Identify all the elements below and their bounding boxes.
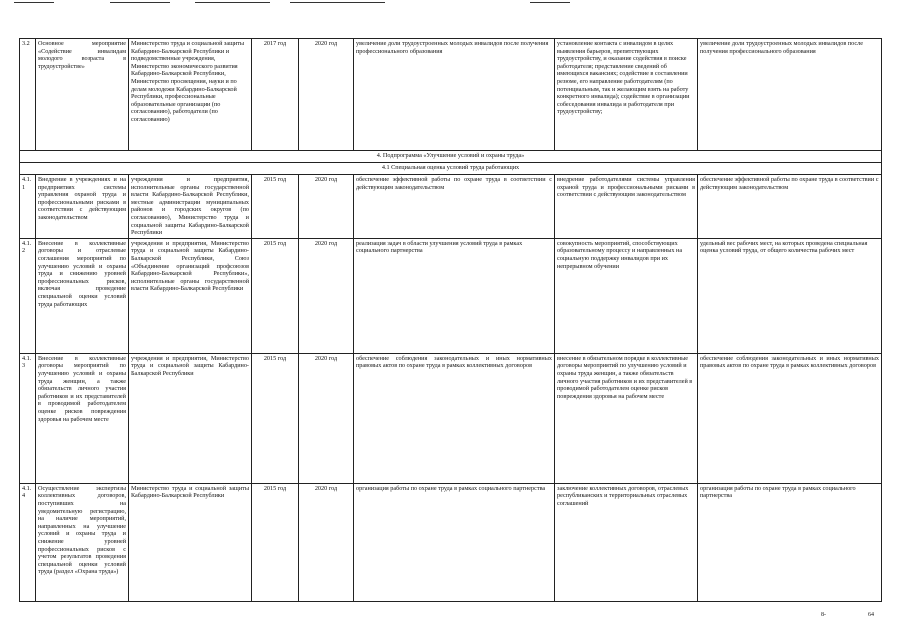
result-cell: реализация задач в области улучшения условий труда в рамках социального партнерства xyxy=(354,238,555,353)
table-row xyxy=(20,175,882,239)
content-cell: внедрение работодателями системы управления охраной труда и профессиональными рисками в соответствии с действующим законодательством xyxy=(555,175,698,239)
indicator-cell: организация работы по охране труда в рамках социального партнерства xyxy=(698,483,882,601)
end-year-cell: 2020 год xyxy=(299,238,354,353)
subsection-row xyxy=(20,163,882,175)
result-cell: увеличение доли трудоустроенных молодых инвалидов после получения профессионального образования xyxy=(354,39,555,151)
end-year-cell: 2020 год xyxy=(299,483,354,601)
content-cell: внесение в обязательном порядке в коллективные договоры мероприятий по улучшению условий и охраны труда женщин, а также обязательств личного участия работников и их представителей в проводимой работодателем оценке рисков повреждения здоровья на рабочем месте xyxy=(555,353,698,483)
indicator-cell: обеспечение эффективной работы по охране труда в соответствии с действующим законодательством xyxy=(698,175,882,239)
content-cell: заключение коллективных договоров, отраслевых республиканских и территориальных отраслевых соглашений xyxy=(555,483,698,601)
measure-cell: Внесение в коллективные договоры мероприятий по улучшению условий и охраны труда женщин, а также обязательств личного участия работников и их представителей в проводимой работодателем оценке рисков повреждения здоровья на рабочем месте xyxy=(36,353,129,483)
result-cell: обеспечение эффективной работы по охране труда в соответствии с действующим законодательством xyxy=(354,175,555,239)
row-number: 4.1.2 xyxy=(20,238,36,353)
subprogram-title: 4. Подпрограмма «Улучшение условий и охраны труда» xyxy=(20,151,882,163)
program-table xyxy=(19,38,882,602)
row-number: 4.1.4 xyxy=(20,483,36,601)
row-number: 4.1.1 xyxy=(20,175,36,239)
indicator-cell: увеличение доли трудоустроенных молодых инвалидов после получения профессионального образования xyxy=(698,39,882,151)
executor-cell: Министерство труда и социальной защиты Кабардино-Балкарской Республики xyxy=(129,483,252,601)
subprogram-row xyxy=(20,151,882,163)
executor-cell: учреждения и предприятия, исполнительные органы государственной власти Кабардино-Балкарской Республики, местные администрации муниципальных районов и городских округов (по согласованию), Министерство труда и социальной защиты Кабардино-Балкарской Республики xyxy=(129,175,252,239)
start-year-cell: 2015 год xyxy=(252,238,299,353)
row-number: 4.1.3 xyxy=(20,353,36,483)
executor-cell: Министерство труда и социальной защиты Кабардино-Балкарской Республики и подведомственные учреждения, Министерство экономического развития Кабардино-Балкарской Республики, Министерство просвещения, науки и по делам молодежи Кабардино-Балкарской Республики, профессиональные образовательные организации (по согласованию), работодатели (по согласованию) xyxy=(129,39,252,151)
table-row xyxy=(20,353,882,483)
end-year-cell: 2020 год xyxy=(299,353,354,483)
measure-cell: Внесение в коллективные договоры и отраслевые соглашения мероприятий по улучшению условий и охраны труда и снижению уровней профессиональных рисков, включая проведение специальной оценки условий труда работающих xyxy=(36,238,129,353)
content-cell: совокупность мероприятий, способствующих образовательному процессу и направленных на социальную поддержку инвалидов при их непрерывном обучении xyxy=(555,238,698,353)
measure-cell: Осуществление экспертизы коллективных договоров, поступивших на уведомительную регистрацию, на наличие мероприятий, направленных на улучшение условий и охраны труда и снижение уровней профессиональных рисков с учетом результатов проведения специальной оценки условий труда (раздел «Охрана труда») xyxy=(36,483,129,601)
indicator-cell: обеспечение соблюдения законодательных и иных нормативных правовых актов по охране труда в рамках коллективных договоров xyxy=(698,353,882,483)
table-row xyxy=(20,39,882,151)
row-number: 3.2 xyxy=(20,39,36,151)
end-year-cell: 2020 год xyxy=(299,175,354,239)
start-year-cell: 2017 год xyxy=(252,39,299,151)
executor-cell: учреждения и предприятия, Министерство труда и социальной защиты Кабардино-Балкарской Республики xyxy=(129,353,252,483)
start-year-cell: 2015 год xyxy=(252,483,299,601)
footer-mark-left: 8- xyxy=(821,612,826,618)
executor-cell: учреждения и предприятия, Министерство труда и социальной защиты Кабардино-Балкарской Республики, Союз «Объединение организаций профсоюзов Кабардино-Балкарской Республики», исполнительные органы государственной власти Кабардино-Балкарской Республики xyxy=(129,238,252,353)
result-cell: обеспечение соблюдения законодательных и иных нормативных правовых актов по охране труда в рамках коллективных договоров xyxy=(354,353,555,483)
measure-cell: Основное мероприятие «Содействие инвалидам молодого возраста в трудоустройстве» xyxy=(36,39,129,151)
start-year-cell: 2015 год xyxy=(252,175,299,239)
page-number: 64 xyxy=(868,612,874,618)
table-row xyxy=(20,238,882,353)
measure-cell: Внедрение в учреждениях и на предприятиях системы управления охраной труда и профессиональными рисками в соответствии с действующим законодательством xyxy=(36,175,129,239)
subsection-title: 4.1 Специальная оценка условий труда работающих xyxy=(20,163,882,175)
result-cell: организация работы по охране труда в рамках социального партнерства xyxy=(354,483,555,601)
end-year-cell: 2020 год xyxy=(299,39,354,151)
indicator-cell: удельный вес рабочих мест, на которых проведена специальная оценка условий труда, от общего количества рабочих мест xyxy=(698,238,882,353)
content-cell: установление контакта с инвалидом в целях выявления барьеров, препятствующих трудоустройству, и оказание содействия в поиске работодателя; представление сведений об имеющихся вакансиях; содействие в составлении резюме, его направление работодателям (по потенциальным, так и желающим взять на работу конкретного инвалида); содействие в организации собеседования инвалида и работодателя при трудоустройству; xyxy=(555,39,698,151)
table-row xyxy=(20,483,882,601)
start-year-cell: 2015 год xyxy=(252,353,299,483)
